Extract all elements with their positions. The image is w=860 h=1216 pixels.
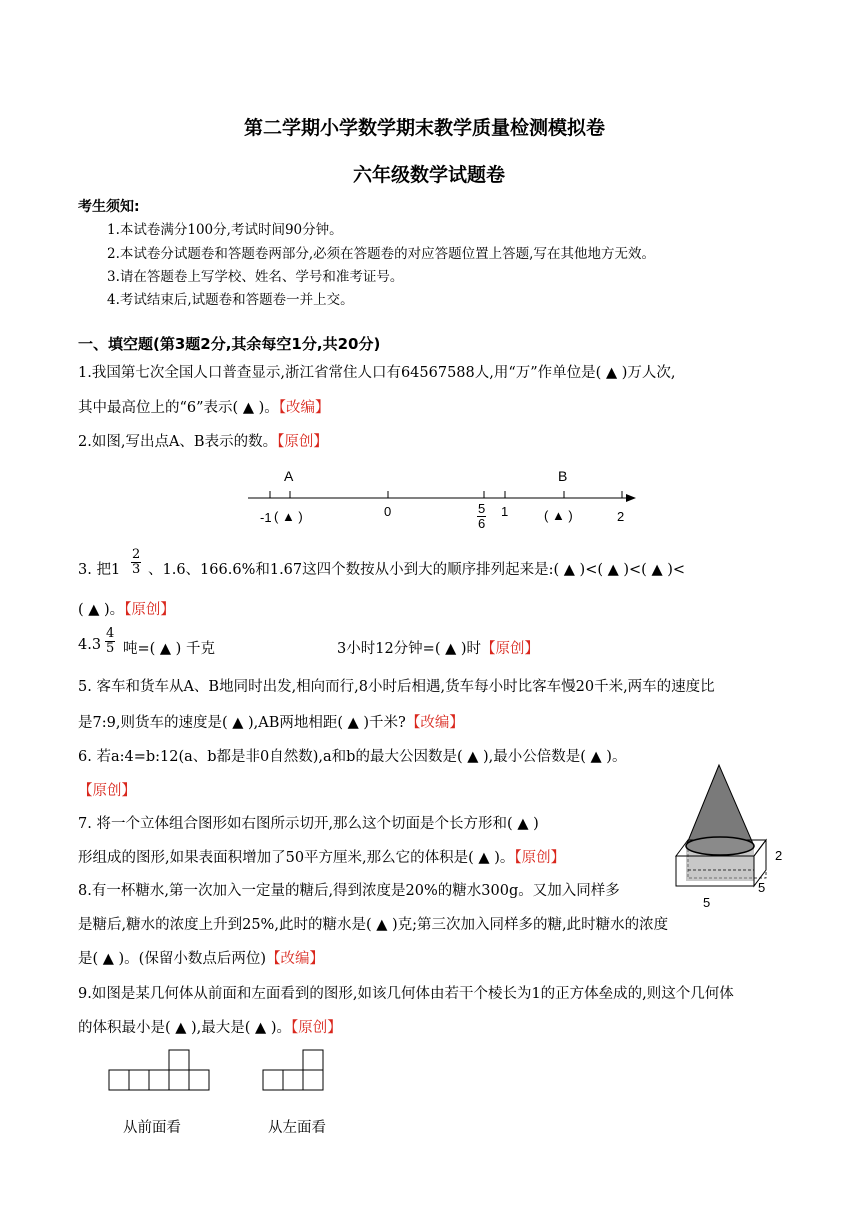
q8-line3-text: 是( ▲ )。(保留小数点后两位) <box>78 951 266 967</box>
left-cube-1 <box>263 1070 283 1090</box>
q7-label-d: 5 <box>758 880 766 895</box>
q3-prefix: 3. 把1 <box>78 562 121 578</box>
q5-line1: 5. 客车和货车从A、B地同时出发,相向而行,8小时后相遇,货车每小时比客车慢20千米,两车的速度比 <box>78 679 715 695</box>
left-cube-3 <box>303 1070 323 1090</box>
q6-tag: 【原创】 <box>78 783 136 799</box>
section-heading: 一、填空题(第3题2分,其余每空1分,共20分) <box>78 335 381 353</box>
tick-label-2: 2 <box>617 509 625 524</box>
q4-tag: 【原创】 <box>481 641 540 657</box>
q4-part1: 吨=( ▲ ) 千克 <box>123 641 215 657</box>
q3-tag: 【原创】 <box>124 602 175 618</box>
q7-tag: 【原创】 <box>514 850 566 866</box>
notice-item-2: 2.本试卷分试题卷和答题卷两部分,必须在答题卷的对应答题位置上答题,写在其他地方无效。 <box>107 246 655 262</box>
front-cube-4 <box>169 1070 189 1090</box>
tick-label-0: 0 <box>384 504 392 519</box>
q3-frac-num: 2 <box>132 547 141 562</box>
q6-line1: 6. 若a:4=b:12(a、b都是非0自然数),a和b的最大公因数是( ▲ ),最小公倍数是( ▲ )。 <box>78 749 627 765</box>
q7-label-w: 5 <box>703 895 711 910</box>
q5-line2 <box>78 711 464 732</box>
q5-line2-text: 是7:9,则货车的速度是( ▲ ),AB两地相距( ▲ )千米? <box>78 715 406 731</box>
q3-fraction <box>131 548 141 577</box>
front-cube-5 <box>189 1070 209 1090</box>
frac-5-6-num: 5 <box>478 501 486 516</box>
q7-figure <box>666 763 786 888</box>
q4-prefix: 4.3 <box>78 637 102 653</box>
q4-part2-text: 3小时12分钟=( ▲ )时 <box>337 641 482 657</box>
notice-item-3: 3.请在答题卷上写学校、姓名、学号和准考证号。 <box>107 269 404 285</box>
left-view-figure <box>261 1048 331 1098</box>
q9-line2 <box>78 1016 342 1037</box>
page-subtitle: 六年级数学试题卷 <box>353 164 506 186</box>
tick-label-1: 1 <box>501 504 509 519</box>
point-b-label: B <box>558 468 568 484</box>
left-cube-2 <box>283 1070 303 1090</box>
front-cube-top <box>169 1050 189 1070</box>
q2-tag: 【原创】 <box>277 434 328 450</box>
number-line <box>0 455 860 545</box>
caption-left: 从左面看 <box>268 1120 326 1136</box>
cone-body <box>686 765 754 846</box>
number-line-arrow <box>626 494 636 502</box>
q2-text-body: 2.如图,写出点A、B表示的数。 <box>78 434 278 450</box>
front-cube-1 <box>109 1070 129 1090</box>
blank-a: ( ▲ ) <box>274 509 303 524</box>
frac-5-6-den: 6 <box>478 516 486 531</box>
blank-b: ( ▲ ) <box>544 508 573 523</box>
cone-base-ellipse <box>686 837 754 855</box>
q1-line1: 1.我国第七次全国人口普查显示,浙江省常住人口有64567588人,用“万”作单位是( ▲ )万人次, <box>78 365 676 381</box>
tick-label-minus1: -1 <box>260 510 272 525</box>
notice-heading: 考生须知: <box>78 199 140 215</box>
front-view-figure <box>107 1048 217 1098</box>
q7-line1: 7. 将一个立体组合图形如右图所示切开,那么这个切面是个长方形和( ▲ ) <box>78 816 539 832</box>
q4-part2 <box>337 637 539 658</box>
caption-front: 从前面看 <box>123 1120 181 1136</box>
front-cube-3 <box>149 1070 169 1090</box>
q9-line1: 9.如图是某几何体从前面和左面看到的图形,如该几何体由若干个棱长为1的正方体垒成的,则这个几何体 <box>78 986 734 1002</box>
q7-label-h: 2 <box>775 848 783 863</box>
q3-line2-text: ( ▲ )。 <box>78 602 125 618</box>
q2-text <box>78 430 328 451</box>
page-title: 第二学期小学数学期末教学质量检测模拟卷 <box>244 117 606 139</box>
q3-line2 <box>78 598 175 619</box>
q9-tag: 【原创】 <box>290 1020 342 1036</box>
q4-frac-num: 4 <box>106 626 115 641</box>
q1-line2-text: 其中最高位上的“6”表示( ▲ )。 <box>78 400 279 416</box>
q1-line2 <box>78 396 329 417</box>
q8-line3 <box>78 947 324 968</box>
notice-item-4: 4.考试结束后,试题卷和答题卷一并上交。 <box>107 292 354 308</box>
q4-fraction <box>105 627 115 656</box>
q5-tag: 【改编】 <box>405 715 464 731</box>
q4-frac-den: 5 <box>106 641 115 656</box>
tick-label-5-6 <box>477 502 486 531</box>
point-a-label: A <box>284 468 294 484</box>
front-cube-2 <box>129 1070 149 1090</box>
notice-item-1: 1.本试卷满分100分,考试时间90分钟。 <box>107 222 343 238</box>
left-cube-top <box>303 1050 323 1070</box>
q7-line2-text: 形组成的图形,如果表面积增加了50平方厘米,那么它的体积是( ▲ )。 <box>78 850 515 866</box>
q3-frac-den: 3 <box>132 562 141 577</box>
q8-line1: 8.有一杯糖水,第一次加入一定量的糖后,得到浓度是20%的糖水300g。又加入同样多 <box>78 883 620 899</box>
q8-line2: 是糖后,糖水的浓度上升到25%,此时的糖水是( ▲ )克;第三次加入同样多的糖,此时糖水的浓度 <box>78 917 669 933</box>
q1-tag: 【改编】 <box>278 400 330 416</box>
q7-line2 <box>78 846 565 867</box>
q3-rest: 、1.6、166.6%和1.67这四个数按从小到大的顺序排列起来是:( ▲ )<( ▲ )<( ▲ )< <box>148 562 686 578</box>
q8-tag: 【改编】 <box>266 951 324 967</box>
q9-line2-text: 的体积最小是( ▲ ),最大是( ▲ )。 <box>78 1020 291 1036</box>
